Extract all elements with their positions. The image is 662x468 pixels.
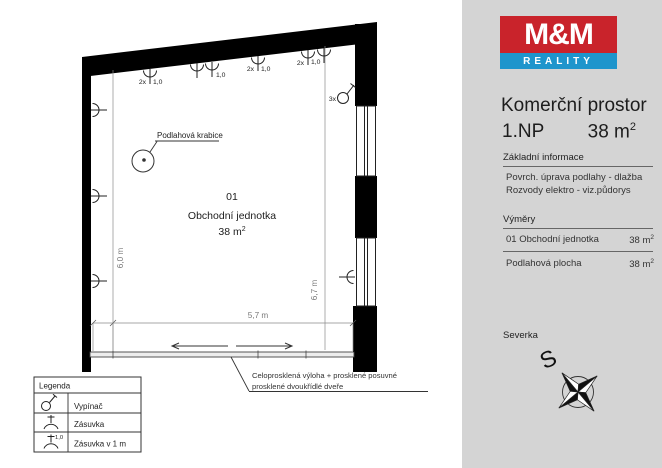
switch-symbol: [338, 84, 356, 104]
window-frame: [357, 238, 376, 306]
divider: [503, 166, 653, 167]
info-panel: [462, 0, 662, 468]
total-area-sup: 2: [629, 121, 636, 133]
socket-height-label: 1,0: [311, 59, 321, 66]
sockets-left-wall: [91, 104, 107, 288]
wall-left: [82, 57, 91, 372]
storefront-note: [231, 357, 428, 392]
legend-item-socket: Zásuvka: [74, 420, 105, 429]
floor-area-row: [502, 121, 636, 143]
legend-socket-height: 1,0: [55, 435, 64, 441]
dimension-bottom: 5,7 m: [247, 311, 269, 320]
storefront-note-line2: prosklené dvoukřídlé dveře: [252, 382, 344, 391]
total-area-value: 38 m: [587, 121, 630, 143]
switch-count-label: 3x: [328, 96, 336, 103]
legend-item-socket-1m: Zásuvka v 1 m: [74, 439, 127, 449]
basic-info-line1: Povrch. úprava podlahy - dlažba: [506, 172, 643, 183]
socket-symbol: [91, 275, 107, 288]
legend: [34, 377, 141, 452]
divider: [503, 228, 653, 229]
area-row-label: Podlahová plocha: [506, 258, 582, 269]
socket-count-label: 2x: [138, 79, 146, 86]
areas-heading: Výměry: [503, 214, 536, 225]
room-label: [188, 191, 276, 238]
room-name: Obchodní jednotka: [187, 210, 277, 222]
legend-item-switch: Vypínač: [74, 402, 103, 411]
floor-box-label: Podlahová krabice: [157, 131, 223, 140]
socket-count-label: 2x: [246, 66, 254, 73]
basic-info-heading: Základní informace: [503, 152, 584, 163]
socket-height-label: 1,0: [261, 66, 271, 73]
wall-right-bottom: [353, 306, 377, 372]
socket-height-label: 1,0: [153, 79, 163, 86]
storefront: [90, 343, 354, 359]
dimension-right: 6,7 m: [310, 279, 319, 301]
socket-symbol: [339, 271, 355, 284]
floor-box-symbol: [132, 131, 223, 172]
north-arrow-label: Severka: [503, 330, 538, 341]
area-sup: 2: [650, 234, 654, 241]
area-row-value: [629, 258, 654, 270]
room-area-sup: 2: [241, 226, 246, 233]
room-area: [218, 226, 245, 238]
area-sup: 2: [650, 258, 654, 265]
area-value: 38 m: [629, 235, 651, 247]
compass-north-letter: S: [535, 344, 561, 375]
wall-right-top: [355, 24, 377, 106]
socket-symbol: [91, 190, 107, 203]
socket-count-label: 2x: [296, 60, 304, 67]
socket-symbol: [91, 104, 107, 117]
listing-title: Komerční prostor: [501, 95, 647, 116]
area-value: 38 m: [629, 259, 651, 271]
room-number: 01: [226, 191, 238, 203]
floor-label: 1.NP: [502, 121, 545, 142]
area-row-floor: [506, 258, 654, 270]
room-area-value: 38 m: [218, 226, 242, 238]
logo-reality-bar: REALITY: [500, 53, 617, 69]
window-frame: [357, 106, 376, 176]
wall-right-mid: [355, 176, 377, 238]
socket-symbol: [191, 63, 204, 78]
total-area: [588, 121, 636, 143]
basic-info-line2: Rozvody elektro - viz.půdorys: [506, 185, 631, 196]
area-row-value: [629, 234, 654, 246]
agency-logo: [500, 16, 617, 69]
logo-mm-mark: M&M: [500, 16, 617, 53]
area-row-label: 01 Obchodní jednotka: [506, 234, 599, 245]
storefront-note-line1: Celoprosklená výloha + prosklené posuvné: [252, 371, 398, 380]
dimension-left: 6,0 m: [116, 247, 125, 269]
wall-top: [82, 22, 377, 77]
area-row-unit: [506, 234, 654, 246]
compass-rose: [528, 336, 638, 446]
divider: [503, 251, 653, 252]
legend-title: Legenda: [39, 381, 71, 391]
socket-height-label: 1,0: [216, 72, 226, 79]
sliding-door-arrows: [172, 343, 292, 349]
dimensions: [90, 46, 356, 351]
